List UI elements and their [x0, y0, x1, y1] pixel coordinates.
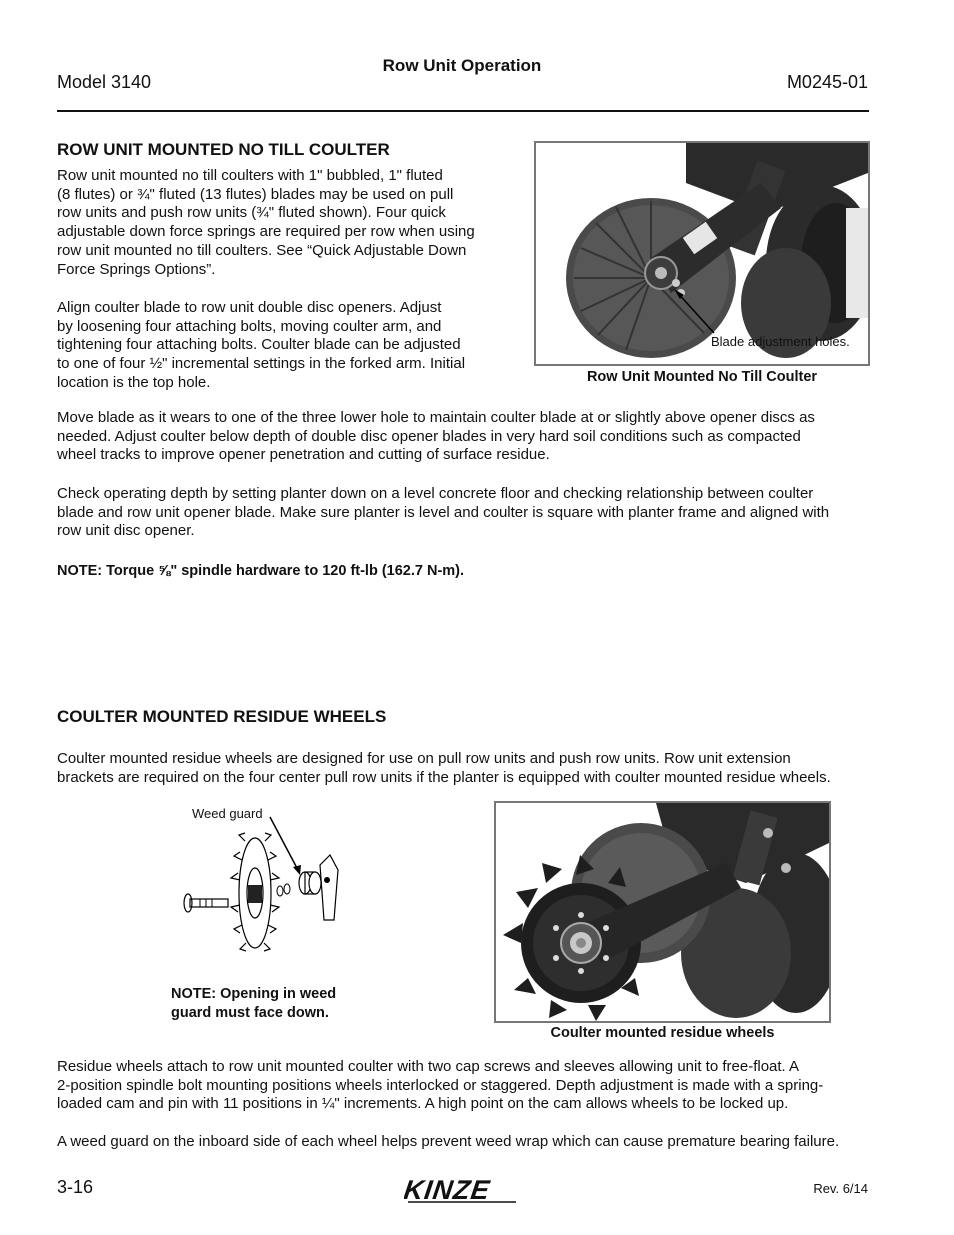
text-line: blade and row unit opener blade. Make sure planter is level and coulter is square with planter frame and aligned with	[57, 503, 830, 521]
paragraph-weed-guard: A weed guard on the inboard side of each wheel helps prevent weed wrap which can cause premature bearing failure.	[57, 1133, 840, 1150]
text-line: Check operating depth by setting planter down on a level concrete floor and checking relationship between coulter	[57, 485, 814, 502]
text-line: NOTE: Opening in weed	[171, 986, 337, 1002]
heading-no-till-coulter: ROW UNIT MOUNTED NO TILL COULTER	[57, 140, 390, 159]
text-line: by loosening four attaching bolts, moving coulter arm, and	[57, 317, 442, 335]
text-line: to one of four ½" incremental settings in the forked arm. Initial	[57, 355, 466, 373]
paragraph-residue-attach	[57, 1058, 869, 1114]
note-weed-guard-opening	[171, 985, 371, 1022]
paragraph-blade-wear	[57, 409, 869, 465]
text-line: Align coulter blade to row unit double disc openers. Adjust	[57, 299, 442, 316]
paragraph-coulter-align	[57, 299, 507, 393]
page-number: 3-16	[57, 1177, 94, 1197]
text-line: tightening four attaching bolts. Coulter blade can be adjusted	[57, 336, 461, 354]
section-title: Row Unit Operation	[382, 56, 542, 75]
text-line: needed. Adjust coulter below depth of double disc opener blades in very hard soil conditions such as compacted	[57, 427, 801, 445]
text-line: guard must face down.	[171, 1004, 329, 1021]
text-line: wheel tracks to improve opener penetration and cutting of surface residue.	[57, 446, 550, 464]
kinze-logo-graphic	[404, 1176, 524, 1204]
text-line: Row unit mounted no till coulters with 1" bubbled, 1" fluted	[57, 167, 443, 184]
text-line: loaded cam and pin with 11 positions in ¼" increments. A high point on the cam allows wheels to be locked up.	[57, 1095, 789, 1113]
photo-residue-wheels	[494, 801, 831, 1023]
heading-residue-wheels: COULTER MOUNTED RESIDUE WHEELS	[57, 707, 387, 726]
text-line: row units and push row units (¾" fluted shown). Four quick	[57, 204, 446, 222]
paragraph-operating-depth	[57, 485, 869, 541]
residue-wheel-exploded-diagram	[180, 815, 340, 965]
kinze-logo	[404, 1176, 524, 1209]
text-line: Coulter mounted residue wheels are designed for use on pull row units and push row units. Row unit extension	[57, 750, 791, 767]
residue-wheel-photo-illustration	[496, 803, 829, 1021]
coulter-photo-illustration	[536, 143, 868, 364]
text-line: (8 flutes) or ¾" fluted (13 flutes) blades may be used on pull	[57, 185, 454, 203]
photo-no-till-coulter	[534, 141, 870, 366]
caption-no-till-coulter: Row Unit Mounted No Till Coulter	[586, 369, 818, 385]
paragraph-residue-intro	[57, 750, 869, 787]
text-line: row unit mounted no till coulters. See “Quick Adjustable Down	[57, 241, 467, 259]
caption-residue-wheels: Coulter mounted residue wheels	[550, 1025, 775, 1041]
text-line: Residue wheels attach to row unit mounted coulter with two cap screws and sleeves allowing unit to free-float. A	[57, 1058, 800, 1075]
label-weed-guard: Weed guard	[192, 806, 263, 821]
paragraph-coulter-intro	[57, 167, 507, 279]
text-line: Force Springs Options”.	[57, 260, 216, 278]
note-torque: NOTE: Torque ⅝" spindle hardware to 120 ft-lb (162.7 N-m).	[57, 563, 465, 579]
text-line: brackets are required on the four center pull row units if the planter is equipped with coulter mounted residue wheels.	[57, 768, 831, 786]
header-rule	[57, 110, 869, 112]
text-line: 2-position spindle bolt mounting positions wheels interlocked or staggered. Depth adjustment is made with a spring-	[57, 1076, 824, 1094]
model-label: Model 3140	[57, 72, 152, 92]
kinze-logo-text: KINZE	[404, 1176, 493, 1204]
label-blade-adjustment-holes: Blade adjustment holes.	[711, 334, 850, 349]
revision-date: Rev. 6/14	[813, 1181, 868, 1196]
text-line: row unit disc opener.	[57, 522, 195, 540]
text-line: location is the top hole.	[57, 373, 211, 391]
text-line: Move blade as it wears to one of the three lower hole to maintain coulter blade at or slightly above opener discs as	[57, 409, 815, 426]
doc-number: M0245-01	[786, 72, 868, 92]
text-line: adjustable down force springs are required per row when using	[57, 223, 475, 241]
